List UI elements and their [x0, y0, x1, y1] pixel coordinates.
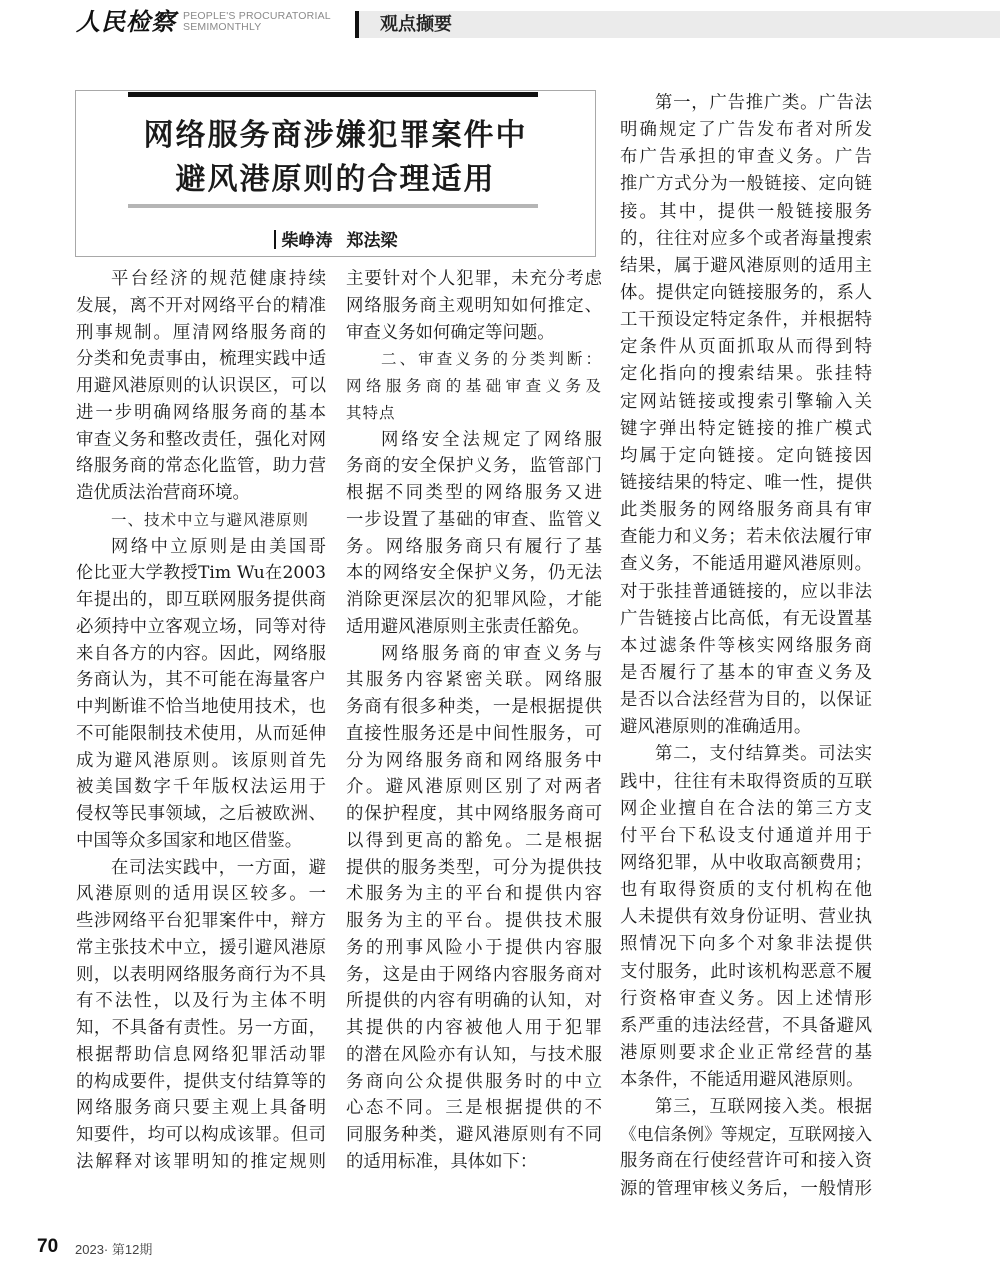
body-text-line: 平台经济的规范健康持续 — [111, 269, 326, 289]
body-text-line: 根据不同类型的网络服务又进 — [346, 483, 602, 503]
body-text-line: 付平台下私设支付通道并用于 — [620, 825, 872, 846]
section-label: 观点撷要 — [380, 14, 452, 35]
body-text-line: 港原则要求企业正常经营的基 — [620, 1042, 872, 1063]
body-text-line: 布广告承担的审查义务。广告 — [620, 147, 872, 168]
byline-marker — [274, 230, 276, 249]
body-text-line: 一步设置了基础的审查、监管义 — [346, 509, 602, 530]
body-text-line: 根据帮助信息网络犯罪活动罪 — [76, 1044, 326, 1065]
body-text-line: 支付服务，此时该机构恶意不履 — [620, 961, 872, 982]
body-text-line: 造优质法治营商环境。 — [76, 483, 250, 503]
body-text-line: 推广方式分为一般链接、定向链 — [620, 174, 872, 195]
body-text-line: 伦比亚大学教授Tim Wu在2003 — [76, 563, 326, 584]
body-text-line: 也有取得资质的支付机构在他 — [620, 880, 872, 901]
body-text-line: 行资格审查义务。因上述情形 — [620, 988, 872, 1009]
body-text-line: 结果，属于避风港原则的适用主 — [620, 255, 872, 276]
body-text-line: 网络中立原则是由美国哥 — [111, 536, 326, 557]
body-text-line: 知，不具备有责性。另一方面， — [76, 1018, 326, 1038]
body-text-line: 所提供的内容有明确的认知，对 — [346, 991, 602, 1012]
body-text-line: 照情况下向多个对象非法提供 — [620, 934, 872, 955]
text-column-2 — [346, 266, 602, 1176]
body-text-line: 术服务为主的平台和提供内容 — [346, 884, 602, 905]
body-text-line: 务商向公众提供服务时的中立 — [346, 1071, 602, 1092]
section-heading-line: 其特点 — [346, 403, 396, 422]
body-text-line: 广告链接占比高低，有无设置基 — [620, 608, 872, 629]
body-text-line: 被美国数字千年版权法运用于 — [76, 777, 326, 798]
body-text-line: 务，这是由于网络内容服务商对 — [346, 964, 602, 985]
magazine-logo-calligraphy: 人民检察 — [76, 7, 176, 36]
body-text-line: 网络服务商主观明知如何推定、 — [346, 295, 602, 316]
title-bottom-rule — [128, 204, 538, 208]
page-number: 70 — [37, 1236, 59, 1257]
section-marker — [355, 11, 359, 38]
body-text-line: 网络服务商只要主观上具备明 — [76, 1098, 326, 1119]
body-text-line: 查能力和义务；若未依法履行审 — [620, 527, 872, 548]
body-text-line: 第一，广告推广类。广告法 — [655, 93, 872, 113]
body-text-line: 务的刑事风险小于提供内容服 — [346, 937, 602, 958]
body-text-line: 第三，互联网接入类。根据 — [655, 1097, 872, 1118]
body-text-line: 风港原则的适用误区较多。一 — [76, 884, 326, 905]
body-text-line: 源的管理审核义务后，一般情形 — [620, 1178, 872, 1199]
body-text-line: 网络犯罪，从中收取高额费用； — [620, 852, 872, 873]
body-text-line: 的保护程度，其中网络服务商可 — [346, 804, 602, 824]
body-text-line: 不可能限制技术使用，从而延伸 — [76, 723, 326, 744]
section-heading-line: 网络服务商的基础审查义务及 — [346, 377, 602, 395]
body-text-line: 接。其中，提供一般链接服务 — [620, 201, 872, 222]
body-text-line: 常主张技术中立，援引避风港原 — [76, 937, 326, 958]
body-text-line: 提供的服务类型，可分为提供技 — [346, 857, 602, 878]
article-title-box — [75, 90, 596, 257]
body-text-line: 审查义务和整改责任，强化对网 — [76, 429, 326, 450]
body-text-line: 的构成要件，提供支付结算等的 — [76, 1071, 326, 1092]
article-title-line2: 避风港原则的合理适用 — [175, 162, 496, 197]
body-text-line: 同服务种类，避风港原则有不同 — [346, 1125, 602, 1145]
issue-label: 2023· 第12期 — [75, 1242, 153, 1257]
body-text-line: 服务为主的平台。提供技术服 — [346, 911, 602, 931]
body-text-line: 知要件，均可以构成该罪。但司 — [76, 1125, 326, 1145]
body-text-line: 服务商在行使经营许可和接入资 — [620, 1151, 872, 1172]
body-text-line: 的，往往对应多个或者海量搜索 — [620, 228, 872, 249]
body-text-line: 用避风港原则的认识误区，可以 — [76, 376, 326, 396]
body-text-line: 年提出的，即互联网服务提供商 — [76, 590, 326, 610]
body-text-line: 定条件从页面抓取从而得到特 — [620, 337, 872, 358]
body-text-line: 系严重的违法经营，不具备避风 — [620, 1015, 872, 1036]
body-text-line: 网企业擅自在合法的第三方支 — [620, 798, 872, 819]
body-text-line: 务商有很多种类，一是根据提供 — [346, 697, 602, 717]
body-text-line: 人未提供有效身份证明、营业执 — [620, 907, 872, 928]
body-text-line: 践中，往往有未取得资质的互联 — [620, 771, 872, 792]
body-text-line: 键字弹出特定链接的推广模式 — [620, 418, 872, 439]
author-byline — [76, 230, 595, 251]
logo-english-line2: SEMIMONTHLY — [183, 21, 262, 33]
body-text-line: 心态不同。三是根据提供的不 — [346, 1098, 602, 1119]
body-text-line: 本条件，不能适用避风港原则。 — [620, 1070, 864, 1091]
body-text-line: 些涉网络平台犯罪案件中，辩方 — [76, 911, 326, 931]
body-text-line: 必须持中立客观立场，同等对待 — [76, 616, 326, 637]
body-text-line: 在司法实践中，一方面，避 — [111, 857, 326, 878]
body-text-line: 网络服务商的审查义务与 — [381, 643, 602, 664]
body-text-line: 的潜在风险亦有认知，与技术服 — [346, 1044, 602, 1065]
body-text-line: 其提供的内容被他人用于犯罪 — [346, 1018, 602, 1038]
body-text-line: 直接性服务还是中间性服务，可 — [346, 723, 602, 744]
body-text-line: 分为网络服务商和网络服务中 — [346, 750, 602, 771]
body-text-line: 侵权等民事领域，之后被欧洲、 — [76, 804, 326, 824]
body-text-line: 是否以合法经营为目的，以保证 — [620, 690, 872, 711]
body-text-line: 进一步明确网络服务商的基本 — [76, 402, 326, 423]
body-text-line: 刑事规制。厘清网络服务商的 — [76, 322, 326, 343]
body-text-line: 体。提供定向链接服务的，系人 — [620, 282, 872, 303]
body-text-line: 是否履行了基本的审查义务及 — [620, 662, 872, 683]
body-text-line: 务商认为，其不可能在海量客户 — [76, 670, 326, 691]
text-column-1 — [76, 266, 326, 1176]
body-text-line: 工干预设定特定条件，并根据特 — [620, 310, 872, 331]
body-text-line: 定网站链接或搜索引擎输入关 — [620, 391, 872, 412]
body-text-line: 均属于定向链接。定向链接因 — [620, 445, 872, 466]
body-text-line: 避风港原则的准确适用。 — [620, 717, 812, 738]
body-text-line: 务商的安全保护义务，监管部门 — [346, 456, 602, 477]
body-text-line: 中国等众多国家和地区借鉴。 — [76, 830, 303, 851]
body-text-line: 明确规定了广告发布者对所发 — [620, 120, 872, 141]
body-text-line: 适用避风港原则主张责任豁免。 — [346, 616, 590, 637]
body-text-line: 以得到更高的豁免。二是根据 — [346, 830, 602, 851]
body-text-line: 本过滤条件等核实网络服务商 — [620, 635, 872, 656]
magazine-logo-english — [183, 11, 331, 33]
body-text-line: 务。网络服务商只有履行了基 — [346, 536, 602, 557]
body-text-line: 查义务，不能适用避风港原则。 — [620, 554, 872, 575]
body-text-line: 网络安全法规定了网络服 — [381, 429, 602, 450]
body-text-line: 来自各方的内容。因此，网络服 — [76, 643, 326, 664]
author-name: 郑法梁 — [346, 231, 398, 251]
body-text-line: 介。避风港原则区别了对两者 — [346, 777, 602, 798]
body-text-line: 对于张挂普通链接的，应以非法 — [620, 581, 872, 602]
body-text-line: 本的网络安全保护义务，仍无法 — [346, 563, 602, 584]
body-text-line: 主要针对个人犯罪，未充分考虑 — [346, 269, 602, 289]
body-text-line: 《电信条例》等规定，互联网接入 — [620, 1124, 872, 1145]
logo-english-line1: PEOPLE'S PROCURATORIAL — [183, 10, 331, 22]
body-text-line: 则，以表明网络服务商行为不具 — [76, 964, 326, 985]
body-text-line: 审查义务如何确定等问题。 — [346, 322, 555, 343]
body-text-line: 的适用标准，具体如下： — [346, 1151, 538, 1172]
body-text-line: 络服务商的常态化监管，助力营 — [76, 456, 326, 477]
body-text-line: 消除更深层次的犯罪风险，才能 — [346, 590, 602, 610]
body-text-line: 第二，支付结算类。司法实 — [655, 744, 872, 765]
author-name: 柴峥涛 — [281, 231, 333, 251]
article-title-line1: 网络服务商涉嫌犯罪案件中 — [143, 118, 528, 153]
body-text-line: 其服务内容紧密关联。网络服 — [346, 670, 602, 691]
body-text-line: 定化指向的搜索结果。张挂特 — [620, 364, 872, 385]
section-heading-line: 二、审查义务的分类判断： — [381, 350, 602, 369]
body-text-line: 成为避风港原则。该原则首先 — [76, 750, 326, 771]
body-text-line: 中判断谁不恰当地使用技术，也 — [76, 697, 326, 717]
body-text-line: 链接结果的特定、唯一性，提供 — [620, 472, 872, 493]
body-text-line: 法解释对该罪明知的推定规则 — [76, 1151, 326, 1172]
section-header-bar — [355, 11, 1000, 38]
body-text-line: 此类服务的网络服务商具有审 — [620, 500, 872, 521]
section-heading-line: 一、技术中立与避风港原则 — [111, 510, 310, 529]
body-text-line: 有不法性，以及行为主体不明 — [76, 991, 326, 1012]
body-text-line: 发展，离不开对网络平台的精准 — [76, 295, 326, 316]
title-top-rule — [128, 92, 538, 97]
body-text-line: 分类和免责事由，梳理实践中适 — [76, 349, 326, 370]
text-column-3 — [620, 90, 872, 1203]
